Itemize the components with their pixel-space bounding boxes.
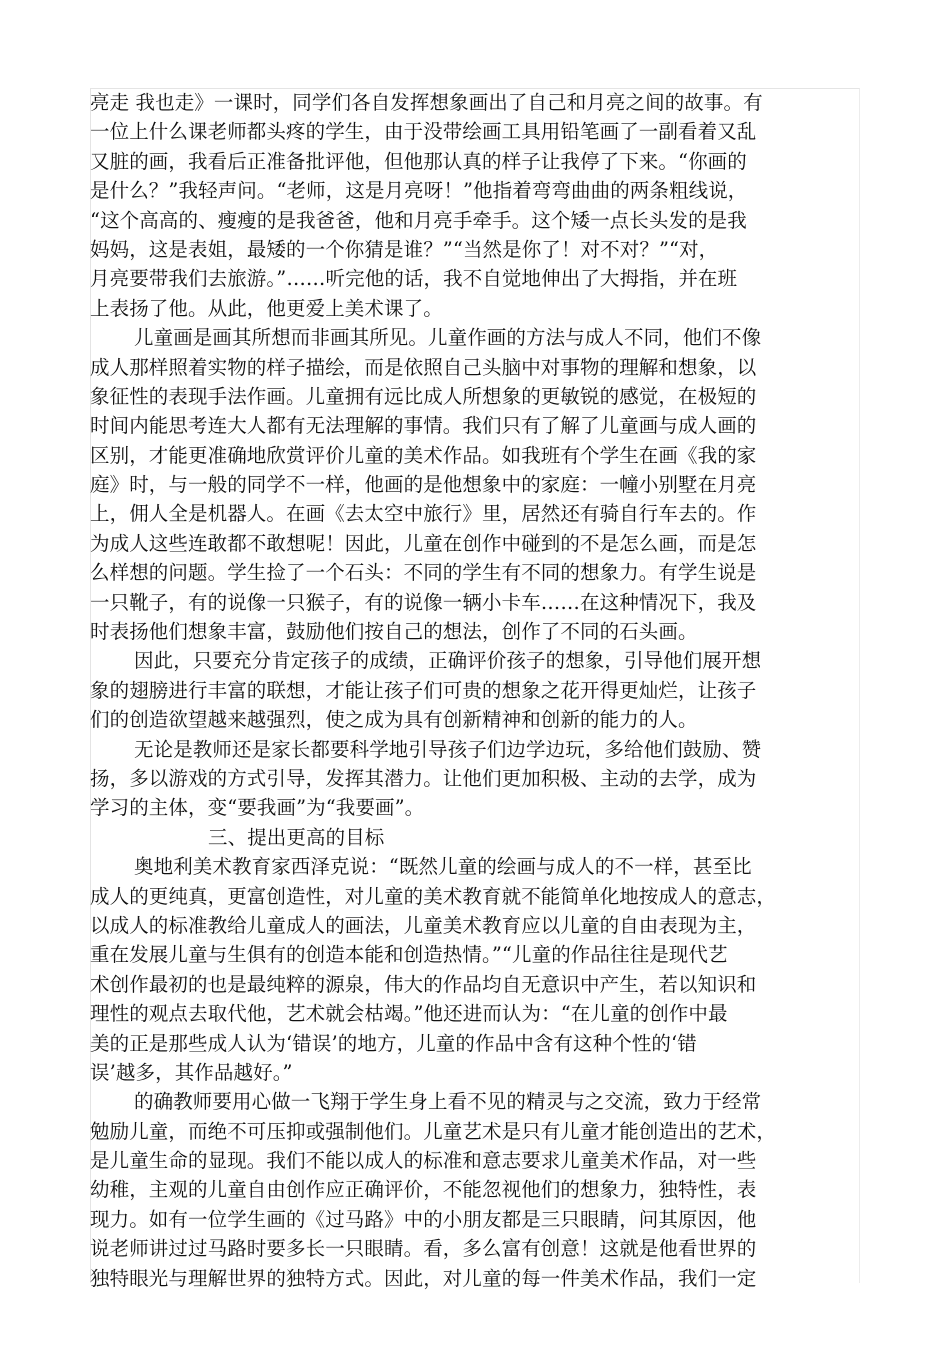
text-line: 独特眼光与理解世界的独特方式。因此，对儿童的每一件美术作品，我们一定 (90, 1266, 757, 1290)
text-line: 学习的主体，变“要我画”为“我要画”。 (90, 796, 425, 820)
text-line: 重在发展儿童与生俱有的创造本能和创造热情。”“儿童的作品往往是现代艺 (90, 943, 728, 967)
paragraph-first-line: 奥地利美术教育家西泽克说：“既然儿童的绘画与成人的不一样，甚至比 (134, 855, 752, 879)
text-line: 美的正是那些成人认为‘错误’的地方，儿童的作品中含有这种个性的‘错 (90, 1031, 697, 1055)
document-body (90, 88, 835, 1293)
paragraph-first-line: 无论是教师还是家长都要科学地引导孩子们边学边玩，多给他们鼓励、赞 (134, 737, 762, 761)
text-line: 幼稚，主观的儿童自由创作应正确评价，不能忽视他们的想象力，独特性，表 (90, 1178, 757, 1202)
text-line: 月亮要带我们去旅游。”……听完他的话，我不自觉地伸出了大拇指，并在班 (90, 267, 738, 291)
text-line: 上表扬了他。从此，他更爱上美术课了。 (90, 296, 443, 320)
text-line: “这个高高的、瘦瘦的是我爸爸，他和月亮手牵手。这个矮一点长头发的是我 (90, 208, 747, 232)
paragraph-first-line: 的确教师要用心做一飞翔于学生身上看不见的精灵与之交流，致力于经常 (134, 1090, 762, 1114)
text-line: 术创作最初的也是最纯粹的源泉，伟大的作品均自无意识中产生，若以知识和 (90, 972, 757, 996)
section-heading: 三、提出更高的目标 (208, 825, 385, 849)
text-line: 象的翅膀进行丰富的联想，才能让孩子们可贵的想象之花开得更灿烂，让孩子 (90, 678, 757, 702)
text-line: 庭》时，与一般的同学不一样，他画的是他想象中的家庭：一幢小别墅在月亮 (90, 473, 757, 497)
text-line: 一只靴子，有的说像一只猴子，有的说像一辆小卡车……在这种情况下，我及 (90, 590, 757, 614)
text-line: 一位上什么课老师都头疼的学生，由于没带绘画工具用铅笔画了一副看着又乱 (90, 120, 757, 144)
text-line: 成人那样照着实物的样子描绘，而是依照自己头脑中对事物的理解和想象，以 (90, 355, 757, 379)
text-line: 时表扬他们想象丰富，鼓励他们按自己的想法，创作了不同的石头画。 (90, 620, 698, 644)
paragraph-first-line: 儿童画是画其所想而非画其所见。儿童作画的方法与成人不同，他们不像 (134, 326, 762, 350)
text-line: 勉励儿童，而绝不可压抑或强制他们。儿童艺术是只有儿童才能创造出的艺术， (90, 1119, 777, 1143)
text-line: 象征性的表现手法作画。儿童拥有远比成人所想象的更敏锐的感觉，在极短的 (90, 384, 757, 408)
text-line: 现力。如有一位学生画的《过马路》中的小朋友都是三只眼睛，问其原因，他 (90, 1207, 757, 1231)
text-line: 时间内能思考连大人都有无法理解的事情。我们只有了解了儿童画与成人画的 (90, 414, 757, 438)
text-line: 是什么？”我轻声问。“老师，这是月亮呀！”他指着弯弯曲曲的两条粗线说， (90, 179, 748, 203)
text-line: 亮走 我也走》一课时，同学们各自发挥想象画出了自己和月亮之间的故事。有 (90, 91, 763, 114)
text-line: 成人的更纯真，更富创造性，对儿童的美术教育就不能简单化地按成人的意志， (90, 884, 777, 908)
text-line: 妈妈，这是表姐，最矮的一个你猜是谁？”“当然是你了！对不对？”“对， (90, 237, 719, 261)
text-line: 扬，多以游戏的方式引导，发挥其潜力。让他们更加积极、主动的去学，成为 (90, 766, 757, 790)
text-line: 们的创造欲望越来越强烈，使之成为具有创新精神和创新的能力的人。 (90, 708, 698, 732)
paragraph-first-line: 因此，只要充分肯定孩子的成绩，正确评价孩子的想象，引导他们展开想 (134, 649, 762, 673)
text-line: 么样想的问题。学生捡了一个石头：不同的学生有不同的想象力。有学生说是 (90, 561, 757, 585)
text-line: 以成人的标准教给儿童成人的画法，儿童美术教育应以儿童的自由表现为主， (90, 913, 757, 937)
text-line: 误’越多，其作品越好。” (90, 1060, 293, 1084)
text-line: 说老师讲过过马路时要多长一只眼睛。看，多么富有创意！这就是他看世界的 (90, 1237, 757, 1261)
text-line: 为成人这些连敢都不敢想呢！因此，儿童在创作中碰到的不是怎么画，而是怎 (90, 531, 757, 555)
text-line: 上，佣人全是机器人。在画《去太空中旅行》里，居然还有骑自行车去的。作 (90, 502, 757, 526)
text-line: 是儿童生命的显现。我们不能以成人的标准和意志要求儿童美术作品，对一些 (90, 1149, 757, 1173)
text-line: 区别，才能更准确地欣赏评价儿童的美术作品。如我班有个学生在画《我的家 (90, 443, 757, 467)
text-line: 理性的观点去取代他，艺术就会枯竭。”他还进而认为：“在儿童的创作中最 (90, 1002, 728, 1026)
text-line: 又脏的画，我看后正准备批评他，但他那认真的样子让我停了下来。“你画的 (90, 149, 747, 173)
